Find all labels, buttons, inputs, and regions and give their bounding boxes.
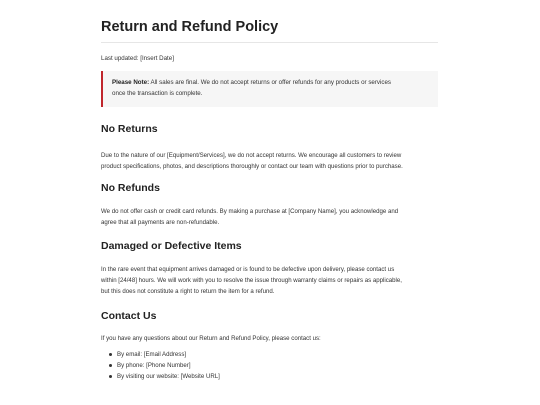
section-heading-contact-us: Contact Us — [101, 310, 157, 322]
section-heading-no-returns: No Returns — [101, 123, 158, 135]
section-body-damaged-items — [101, 264, 438, 297]
section-body-contact-us — [101, 333, 438, 344]
section-heading-no-refunds: No Refunds — [101, 182, 160, 194]
notice-line-2: once the transaction is complete. — [112, 90, 203, 97]
notice-label: Please Note: — [112, 79, 150, 86]
contact-website-item: By visiting our website: [Website URL] — [109, 371, 220, 382]
contact-phone-item: By phone: [Phone Number] — [109, 360, 220, 371]
page-title: Return and Refund Policy — [101, 18, 438, 43]
section-body-line: agree that all payments are non-refundable. — [101, 219, 220, 226]
contact-list — [109, 349, 220, 382]
section-body-line: product specifications, photos, and descriptions thoroughly or contact our team with questions prior to purchase. — [101, 163, 403, 170]
section-body-no-refunds — [101, 206, 438, 228]
section-body-line: but this does not constitute a right to return the item for a refund. — [101, 288, 275, 295]
final-sale-notice — [101, 71, 438, 107]
section-body-line: within [24/48] hours. We will work with you to resolve the issue through warranty claims or repairs as applicable, — [101, 277, 402, 284]
notice-line-1 — [112, 77, 428, 88]
section-body-line: We do not offer cash or credit card refunds. By making a purchase at [Company Name], you acknowledge and — [101, 208, 399, 215]
contact-email-item: By email: [Email Address] — [109, 349, 220, 360]
section-body-line: If you have any questions about our Return and Refund Policy, please contact us: — [101, 335, 321, 342]
notice-text: All sales are final. We do not accept returns or offer refunds for any products or services — [149, 79, 392, 86]
section-heading-damaged-items: Damaged or Defective Items — [101, 240, 242, 252]
last-updated-text: Last updated: [Insert Date] — [101, 55, 174, 62]
section-body-line: In the rare event that equipment arrives damaged or is found to be defective upon delivery, please contact us — [101, 266, 395, 273]
section-body-no-returns — [101, 150, 438, 172]
section-body-line: Due to the nature of our [Equipment/Services], we do not accept returns. We encourage all customers to review — [101, 152, 402, 159]
